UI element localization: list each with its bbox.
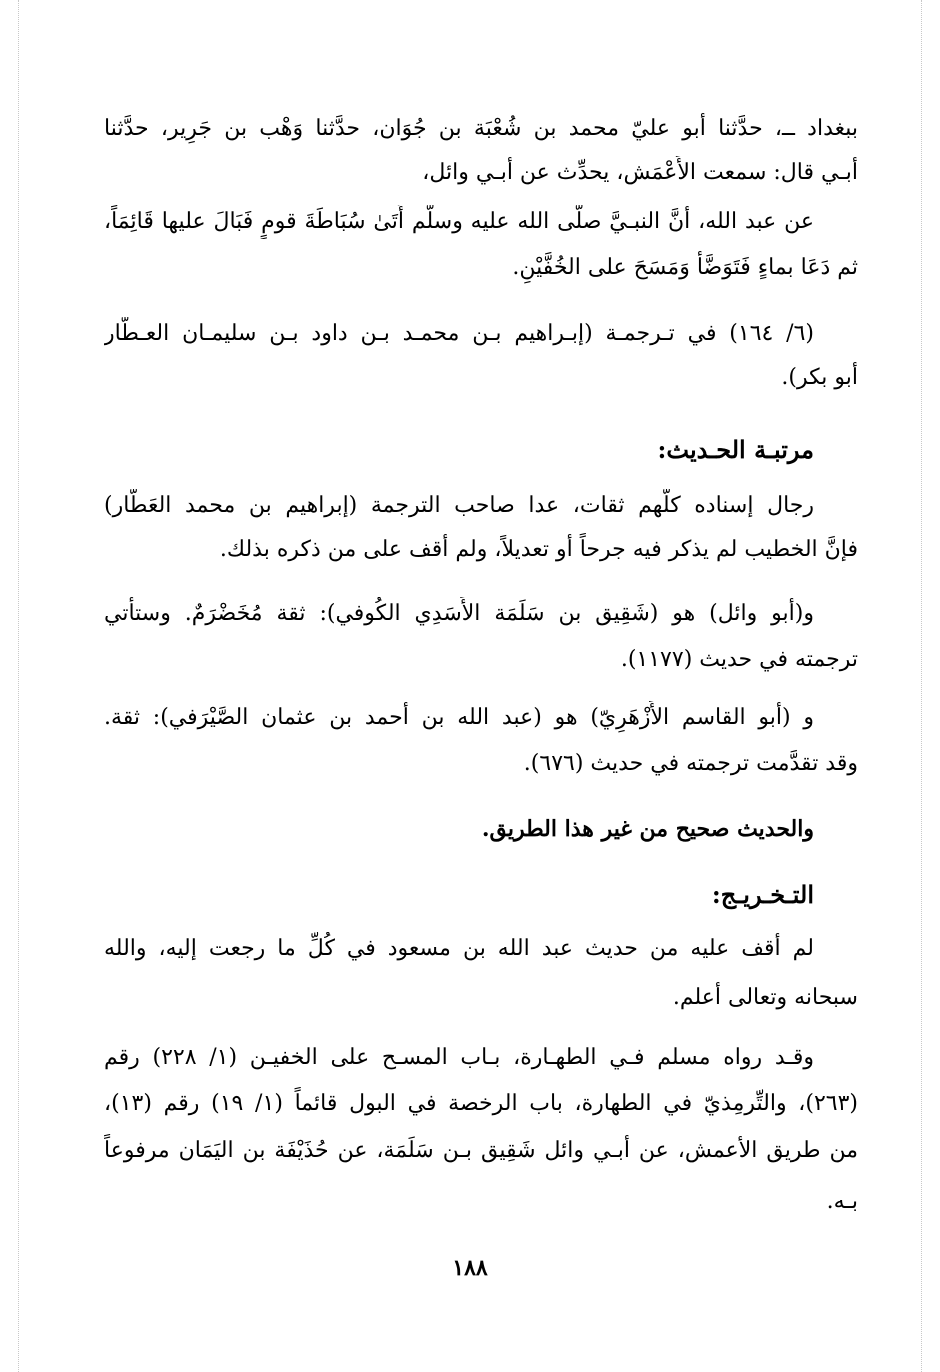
text-line: و (أبو القاسم الأَزْهَرِيّ) هو (عبد الله بن أحمد بن عثمان الصَّيْرَفي): ثقة. xyxy=(104,705,814,730)
text-line: (٦/ ١٦٤) في تـرجمـة (إبـراهيم بـن محمـد بـن داود بـن سليمـان العـطَّار xyxy=(104,321,814,346)
text-line: من طريق الأعمش، عن أبـي وائل شَقِيق بـن سَلَمَة، عن حُذَيْفَة بن اليَمَان مرفوعاً xyxy=(104,1138,858,1163)
page-number: ١٨٨ xyxy=(452,1255,488,1281)
text-line: عن عبد الله، أنَّ النبـيَّ صلَّى الله عليه وسلَّم أَتَىٰ سُبَاطَةَ قومٍ فَبَالَ عليها قَائِمَاً، xyxy=(104,209,814,234)
text-line: أبـي قال: سمعت الأَعْمَش، يحدِّث عن أبـي وائل، xyxy=(422,160,858,185)
text-line: سبحانه وتعالى أعلم. xyxy=(672,985,858,1010)
text-line: ببغداد ــ، حدَّثنا أبو عليّ محمد بن شُعْبَة بن جُوَان، حدَّثنا وَهْب بن جَرِير، حدَّثنا xyxy=(104,116,858,141)
section-heading: التـخـريـج: xyxy=(711,880,814,909)
text-line: بـه. xyxy=(826,1189,858,1214)
text-line: ترجمته في حديث (١١٧٧). xyxy=(620,647,858,672)
text-line: وقـد رواه مسلم فـي الطهـارة، بـاب المسـح على الخفيـن (١/ ٢٢٨) رقم xyxy=(104,1045,814,1070)
text-line: لم أقف عليه من حديث عبد الله بن مسعود في كُلِّ ما رجعت إليه، والله xyxy=(104,936,814,961)
text-line: والحديث صحيح من غير هذا الطريق. xyxy=(481,816,814,842)
text-line: وقد تقدَّمت ترجمته في حديث (٦٧٦). xyxy=(523,751,858,776)
text-line: رجال إسناده كلُّهم ثقات، عدا صاحب الترجمة (إبراهيم بن محمد العَطَّار) xyxy=(104,493,814,518)
text-line: ثم دَعَا بماءٍ فَتَوَضَّأَ وَمَسَحَ على الخُفَّيْنِ. xyxy=(512,255,858,280)
section-heading: مرتبـة الحـديث: xyxy=(657,435,814,464)
text-line: فإنَّ الخطيب لم يذكر فيه جرحاً أو تعديلاً، ولم أقف على من ذكره بذلك. xyxy=(219,537,858,562)
text-line: (٢٦٣)، والتِّرمِذيّ في الطهارة، باب الرخصة في البول قائماً (١/ ١٩) رقم (١٣)، xyxy=(104,1091,858,1116)
text-line: أبو بكر). xyxy=(781,365,858,390)
text-line: و(أبو وائل) هو (شَقِيق بن سَلَمَة الأَسَدِي الكُوفي): ثقة مُخَضْرَمٌ. وستأتي xyxy=(104,601,814,626)
